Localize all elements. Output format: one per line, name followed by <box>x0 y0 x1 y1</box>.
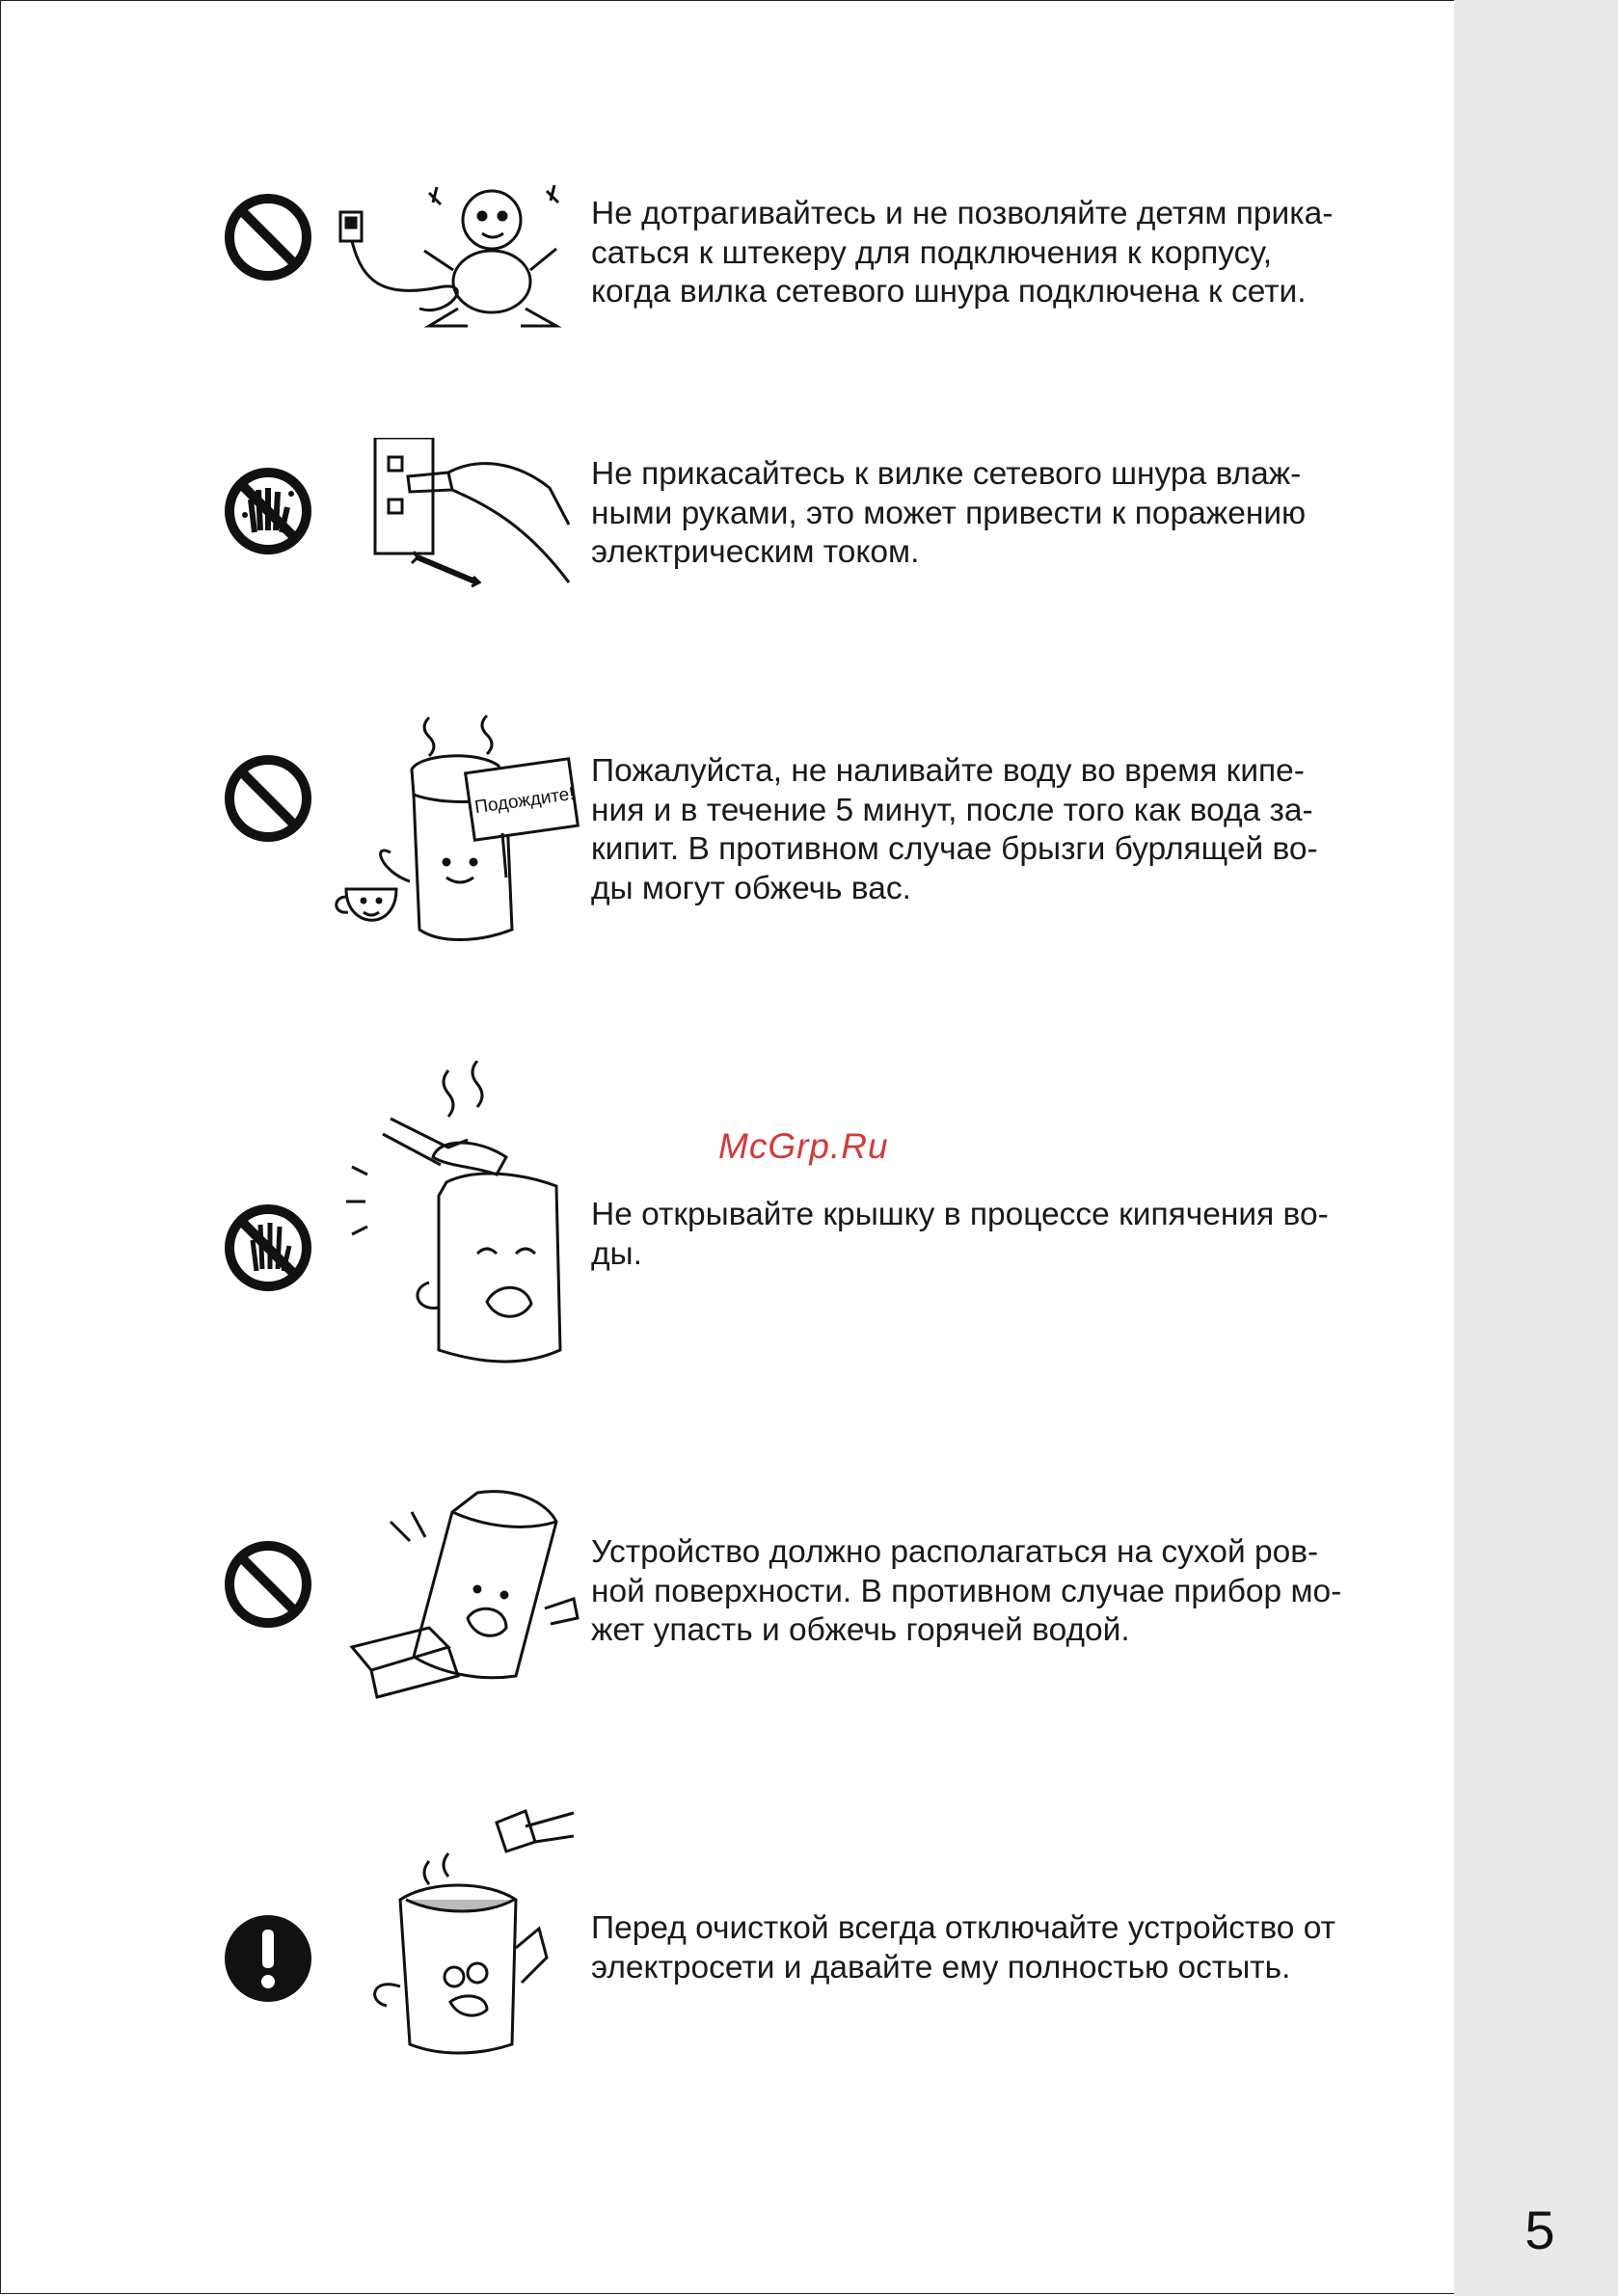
thermopot-wait-sign-illustration <box>333 708 593 949</box>
safety-item-text: Перед очисткой всегда отключайте устройство от электросети и давайте ему полностью остыть. <box>591 1910 1335 1985</box>
watermark: McGrp.Ru <box>718 1126 889 1166</box>
prohibition-icon <box>222 191 314 284</box>
tilted-thermopot-illustration <box>333 1483 593 1705</box>
safety-item-text: Пожалуйста, не наливайте воду во время кипе- ния и в течение 5 минут, после того как вода за- кипит. В противном случае брызги бурлящей во- ды могут обжечь вас. <box>591 753 1318 906</box>
safety-item-text: Устройство должно располагаться на сухой ров- ной поверхности. В противном случае прибор мо- жет упасть и обжечь горячей водой. <box>591 1534 1342 1648</box>
no-wet-hands-icon <box>222 465 314 557</box>
unplugged-cooling-thermopot-illustration <box>333 1803 593 2064</box>
safety-item-text: Не прикасайтесь к вилке сетевого шнура влаж- ными руками, это может привести к поражению электрическим током. <box>591 456 1307 570</box>
child-touching-plug-illustration <box>333 174 583 338</box>
safety-item-text: Не открывайте крышку в процессе кипячения во- ды. <box>591 1197 1329 1272</box>
prohibition-icon <box>222 1538 314 1631</box>
wait-sign-label: Подождите! <box>472 783 576 819</box>
mandatory-action-icon <box>222 1912 314 2005</box>
no-touch-hand-icon <box>222 1202 314 1294</box>
page-number: 5 <box>1524 2200 1555 2260</box>
hand-plugging-socket-illustration <box>333 438 583 602</box>
opening-lid-while-boiling-illustration <box>333 1061 583 1369</box>
prohibition-icon <box>222 752 314 845</box>
page-margin-strip <box>1454 0 1618 2296</box>
safety-item-text: Не дотрагивайтесь и не позволяйте детям прика- саться к штекеру для подключения к корпусу, когда вилка сетевого шнура подключена к сети. <box>591 196 1334 310</box>
